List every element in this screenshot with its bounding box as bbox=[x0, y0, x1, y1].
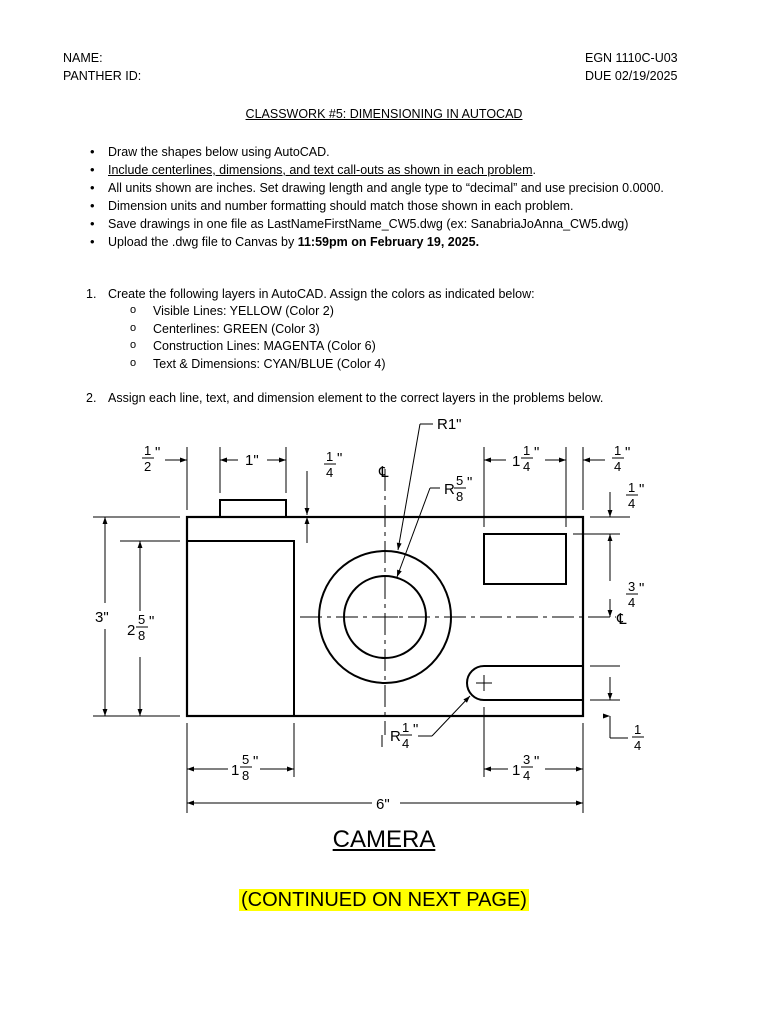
due-date: DUE 02/19/2025 bbox=[585, 69, 678, 83]
svg-text:": " bbox=[534, 444, 540, 461]
list-item: • Include centerlines, dimensions, and text call-outs as shown in each problem. bbox=[90, 161, 750, 179]
svg-text:1: 1 bbox=[512, 453, 521, 470]
svg-text:5: 5 bbox=[138, 612, 146, 627]
svg-text:": " bbox=[639, 481, 645, 498]
shutter-button bbox=[220, 500, 286, 517]
list-item: • Dimension units and number formatting should match those shown in each problem. bbox=[90, 197, 750, 215]
r1-label: R1" bbox=[437, 416, 462, 433]
svg-text:2: 2 bbox=[144, 459, 152, 474]
svg-text:1: 1 bbox=[614, 443, 622, 458]
name-label: NAME: bbox=[63, 51, 103, 65]
svg-text:3: 3 bbox=[523, 752, 531, 767]
svg-text:R: R bbox=[390, 728, 401, 745]
svg-text:4: 4 bbox=[634, 738, 642, 753]
svg-text:": " bbox=[534, 753, 540, 770]
svg-text:8: 8 bbox=[456, 489, 464, 504]
list-item: • Draw the shapes below using AutoCAD. bbox=[90, 143, 750, 161]
svg-text:": " bbox=[253, 753, 259, 770]
svg-text:3: 3 bbox=[628, 579, 636, 594]
svg-text:1: 1 bbox=[628, 480, 636, 495]
svg-text:5: 5 bbox=[242, 752, 250, 767]
svg-text:4: 4 bbox=[628, 496, 636, 511]
svg-text:1: 1 bbox=[523, 443, 531, 458]
svg-text:": " bbox=[625, 444, 631, 461]
svg-text:": " bbox=[337, 450, 343, 467]
svg-text:": " bbox=[467, 474, 473, 491]
panther-id-label: PANTHER ID: bbox=[63, 69, 142, 83]
instruction-list bbox=[90, 143, 750, 251]
svg-text:℄: ℄ bbox=[617, 611, 627, 628]
svg-text:4: 4 bbox=[523, 459, 531, 474]
svg-text:1: 1 bbox=[231, 762, 240, 779]
one-inch-label: 1" bbox=[245, 452, 259, 469]
viewfinder bbox=[484, 534, 566, 584]
svg-text:": " bbox=[413, 721, 419, 738]
list-item: • Upload the .dwg file to Canvas by 11:59pm on February 19, 2025. bbox=[90, 233, 750, 251]
list-item: o Centerlines: GREEN (Color 3) bbox=[130, 321, 385, 339]
svg-text:4: 4 bbox=[614, 459, 622, 474]
list-item: o Construction Lines: MAGENTA (Color 6) bbox=[130, 338, 385, 356]
svg-text:1: 1 bbox=[512, 762, 521, 779]
centerline-symbol: ℄ bbox=[379, 464, 389, 481]
list-item: o Text & Dimensions: CYAN/BLUE (Color 4) bbox=[130, 356, 385, 374]
drawing-title: CAMERA bbox=[332, 826, 436, 853]
step-1-text: Create the following layers in AutoCAD. Assign the colors as indicated below: bbox=[108, 287, 535, 301]
svg-text:R: R bbox=[444, 481, 455, 498]
list-item: o Visible Lines: YELLOW (Color 2) bbox=[130, 303, 385, 321]
svg-text:8: 8 bbox=[242, 768, 250, 783]
svg-text:": " bbox=[149, 613, 155, 630]
svg-text:1: 1 bbox=[326, 449, 334, 464]
svg-text:4: 4 bbox=[326, 465, 334, 480]
course-code: EGN 1110C-U03 bbox=[585, 51, 678, 65]
svg-text:": " bbox=[155, 444, 161, 461]
svg-text:1: 1 bbox=[144, 443, 152, 458]
svg-text:2: 2 bbox=[127, 622, 136, 639]
step-1-number: 1. bbox=[86, 287, 97, 301]
grip-panel bbox=[187, 541, 294, 716]
page-heading: CLASSWORK #5: DIMENSIONING IN AUTOCAD bbox=[245, 107, 523, 121]
svg-text:4: 4 bbox=[402, 736, 410, 751]
list-item: • Save drawings in one file as LastNameFirstName_CW5.dwg (ex: SanabriaJoAnna_CW5.dwg) bbox=[90, 215, 750, 233]
svg-text:": " bbox=[639, 580, 645, 597]
svg-text:5: 5 bbox=[456, 473, 464, 488]
step-2-text: Assign each line, text, and dimension element to the correct layers in the problems below. bbox=[108, 391, 604, 405]
svg-text:8: 8 bbox=[138, 628, 146, 643]
three-inch-label: 3" bbox=[95, 609, 109, 626]
svg-text:4: 4 bbox=[628, 595, 636, 610]
svg-text:1: 1 bbox=[634, 722, 642, 737]
six-inch-label: 6" bbox=[376, 796, 390, 813]
step-2-number: 2. bbox=[86, 391, 97, 405]
svg-text:1: 1 bbox=[402, 720, 410, 735]
continued-note: (CONTINUED ON NEXT PAGE) bbox=[241, 889, 527, 911]
svg-text:4: 4 bbox=[523, 768, 531, 783]
camera-drawing bbox=[0, 405, 768, 815]
list-item: • All units shown are inches. Set drawing length and angle type to “decimal” and use precision 0.0000. bbox=[90, 179, 750, 197]
layer-list bbox=[130, 303, 385, 373]
